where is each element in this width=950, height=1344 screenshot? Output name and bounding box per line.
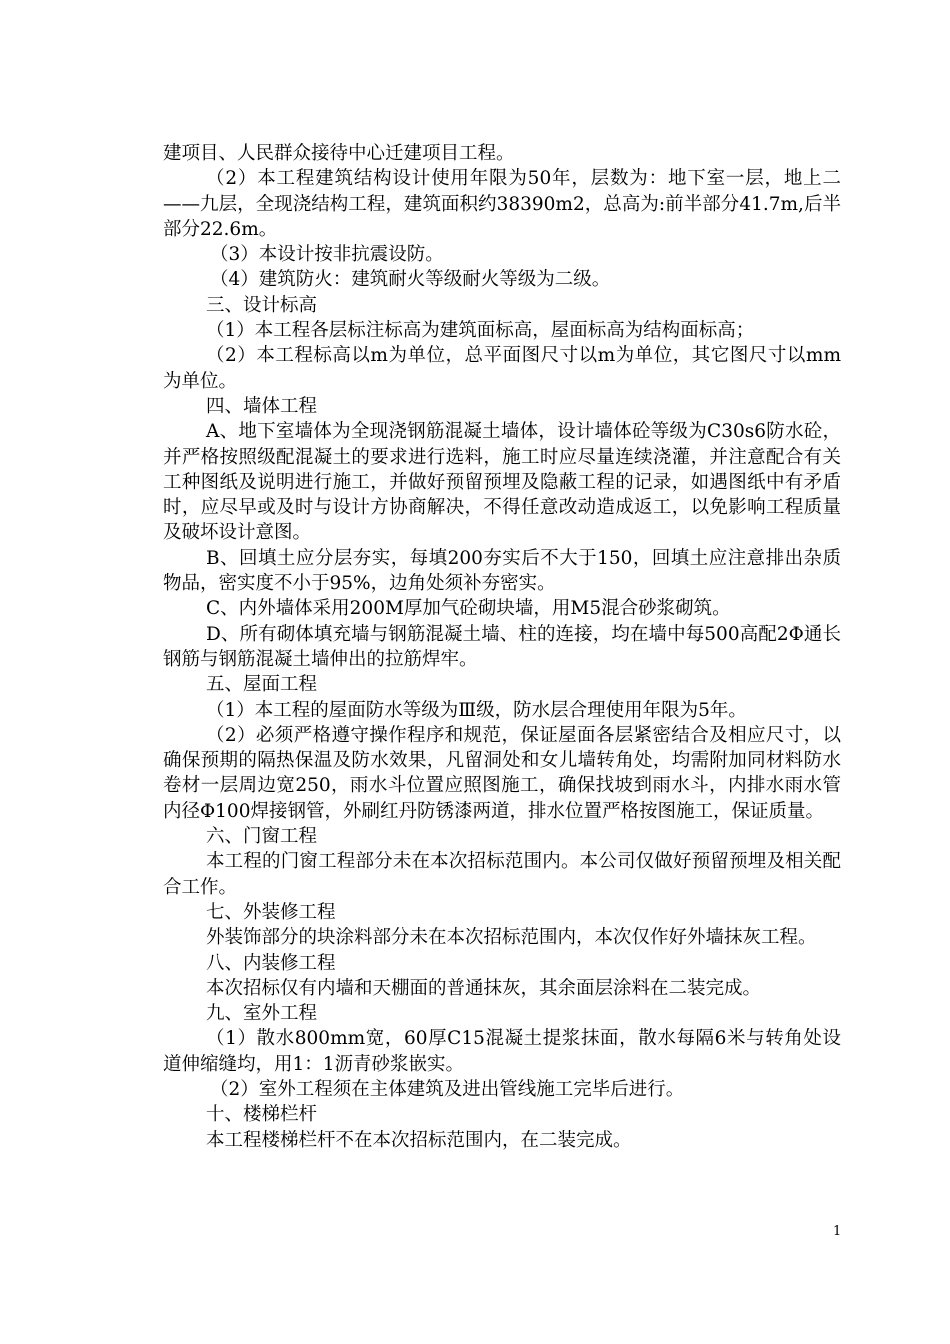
paragraph: （3）本设计按非抗震设防。 [210,244,444,266]
paragraph: 建项目、人民群众接待中心迁建项目工程。 [163,143,515,164]
paragraph: 本工程的门窗工程部分未在本次招标范围内。本公司仅做好预留预埋及相关配合工作。 [163,851,841,898]
page-number: 1 [833,1224,842,1239]
section-heading: 七、外装修工程 [206,901,336,923]
section-heading: 六、门窗工程 [206,826,318,848]
paragraph: 外装饰部分的块涂料部分未在本次招标范围内，本次仅作好外墙抹灰工程。 [206,927,817,949]
paragraph: C、内外墙体采用200M厚加气砼砌块墙，用M5混合砂浆砌筑。 [206,598,731,620]
paragraph: D、所有砌体填充墙与钢筋混凝土墙、柱的连接，均在墙中每500高配2Φ通长钢筋与钢筋混凝土墙伸出的拉筋焊牢。 [163,623,841,670]
paragraph: （2）本工程建筑结构设计使用年限为50年，层数为：地下室一层，地上二——九层，全现浇结构工程，建筑面积约38390m2，总高为:前半部分41.7m,后半部分22.6m。 [163,168,841,240]
paragraph: 本次招标仅有内墙和天棚面的普通抹灰，其余面层涂料在二装完成。 [206,977,762,999]
paragraph: A、地下室墙体为全现浇钢筋混凝土墙体，设计墙体砼等级为C30s6防水砼，并严格按照级配混凝土的要求进行选料，施工时应尽量连续浇灌，并注意配合有关工种图纸及说明进行施工，并做好预留预埋及隐蔽工程的记录，如遇图纸中有矛盾时，应尽早或及时与设计方协商解决，不得任意改动造成返工，以免影响工程质量及破坏设计意图。 [163,421,841,544]
paragraph: （4）建筑防火：建筑耐火等级耐火等级为二级。 [210,269,611,291]
document-body [163,141,841,1153]
paragraph: （1）本工程各层标注标高为建筑面标高，屋面标高为结构面标高； [206,320,755,342]
section-heading: 三、设计标高 [206,294,318,316]
paragraph: （1）本工程的屋面防水等级为Ⅲ级，防水层合理使用年限为5年。 [206,699,747,721]
section-heading: 八、内装修工程 [206,952,336,974]
section-heading: 五、屋面工程 [206,674,318,696]
paragraph: （2）本工程标高以m为单位，总平面图尺寸以m为单位，其它图尺寸以mm为单位。 [163,345,841,392]
paragraph: B、回填土应分层夯实，每填200夯实后不大于150，回填土应注意排出杂质物品，密实度不小于95%，边角处须补夯密实。 [163,547,841,595]
paragraph: （2）室外工程须在主体建筑及进出管线施工完毕后进行。 [210,1078,685,1100]
paragraph: （1）散水800mm宽，60厚C15混凝土提浆抹面，散水每隔6米与转角处设道伸缩缝均，用1：1沥青砂浆嵌实。 [163,1028,841,1075]
paragraph: 本工程楼梯栏杆不在本次招标范围内，在二装完成。 [206,1129,632,1151]
paragraph: （2）必须严格遵守操作程序和规范，保证屋面各层紧密结合及相应尺寸，以确保预期的隔热保温及防水效果，凡留洞处和女儿墙转角处，均需附加同材料防水卷材一层周边宽250，雨水斗位置应照图施工，确保找坡到雨水斗，内排水雨水管内径Φ100焊接钢管，外刷红丹防锈漆两道，排水位置严格按图施工，保证质量。 [163,724,841,822]
section-heading: 九、室外工程 [206,1003,318,1025]
section-heading: 十、楼梯栏杆 [206,1104,318,1126]
section-heading: 四、墙体工程 [206,395,318,417]
